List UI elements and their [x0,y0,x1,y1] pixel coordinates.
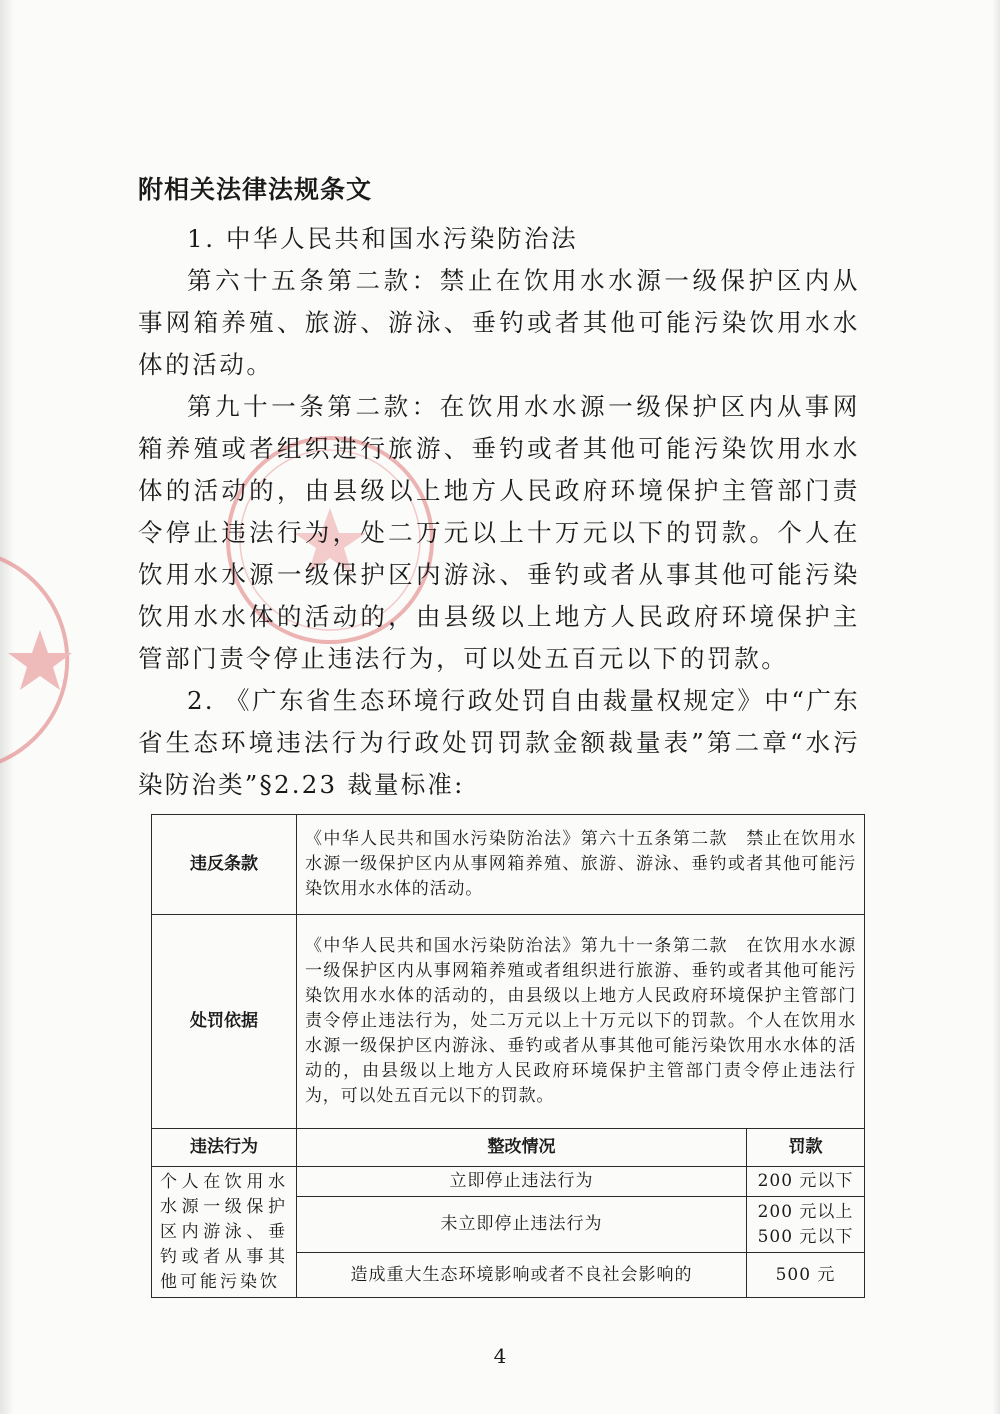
red-seal-partial [0,545,90,775]
page-number: 4 [493,1344,507,1368]
table-header-row [152,1129,865,1167]
col-header-act: 违法行为 [152,1129,297,1167]
basis-text: 《中华人民共和国水污染防治法》第九十一条第二款 在饮用水水源一级保护区内从事网箱养殖或者组织进行旅游、垂钓或者其他可能污染饮用水水体的活动的，由县级以上地方人民政府环境保护主管部门责令停止违法行为，处二万元以上十万元以下的罚款。个人在饮用水水源一级保护区内游泳、垂钓或者从事其他可能污染饮用水水体的活动的，由县级以上地方人民政府环境保护主管部门责令停止违法行为，可以处五百元以下的罚款。 [297,915,865,1129]
section2-title: 2. 《广东省生态环境行政处罚自由裁量权规定》中“广东省生态环境违法行为行政处罚罚款金额裁量表”第二章“水污染防治类”§2.23 裁量标准: [138,686,860,799]
violated-label: 违反条款 [152,815,297,915]
col-header-rectification: 整改情况 [297,1129,747,1167]
section1-title: 1. 中华人民共和国水污染防治法 [187,224,579,253]
article-91-paragraph: 第九十一条第二款：在饮用水水源一级保护区内从事网箱养殖或者组织进行旅游、垂钓或者其他可能污染饮用水水体的活动的，由县级以上地方人民政府环境保护主管部门责令停止违法行为，处二万元以上十万元以下的罚款。个人在饮用水水源一级保护区内游泳、垂钓或者从事其他可能污染饮用水水体的活动的，由县级以上地方人民政府环境保护主管部门责令停止违法行为，可以处五百元以下的罚款。 [138,392,860,673]
table-row-basis [152,915,865,1129]
page-heading: 附相关法律法规条文 [138,175,373,204]
rect-cell: 造成重大生态环境影响或者不良社会影响的 [297,1253,747,1298]
col-header-fine: 罚款 [747,1129,865,1167]
rect-cell: 立即停止违法行为 [297,1167,747,1197]
act-text: 个人在饮用水水源一级保护区内游泳、垂钓或者从事其他可能污染饮 [152,1167,297,1298]
fine-cell: 200 元以下 [747,1167,865,1197]
table-row [152,1167,865,1197]
scan-edge-right [992,0,1000,1414]
basis-label: 处罚依据 [152,915,297,1129]
document-body [138,170,860,806]
discretion-table [151,814,865,1298]
article-65-paragraph: 第六十五条第二款：禁止在饮用水水源一级保护区内从事网箱养殖、旅游、游泳、垂钓或者其他可能污染饮用水水体的活动。 [138,266,860,379]
rect-cell: 未立即停止违法行为 [297,1197,747,1253]
table-row-violated [152,815,865,915]
fine-cell: 500 元 [747,1253,865,1298]
fine-cell: 200 元以上 500 元以下 [747,1197,865,1253]
violated-text: 《中华人民共和国水污染防治法》第六十五条第二款 禁止在饮用水水源一级保护区内从事网箱养殖、旅游、游泳、垂钓或者其他可能污染饮用水水体的活动。 [297,815,865,915]
